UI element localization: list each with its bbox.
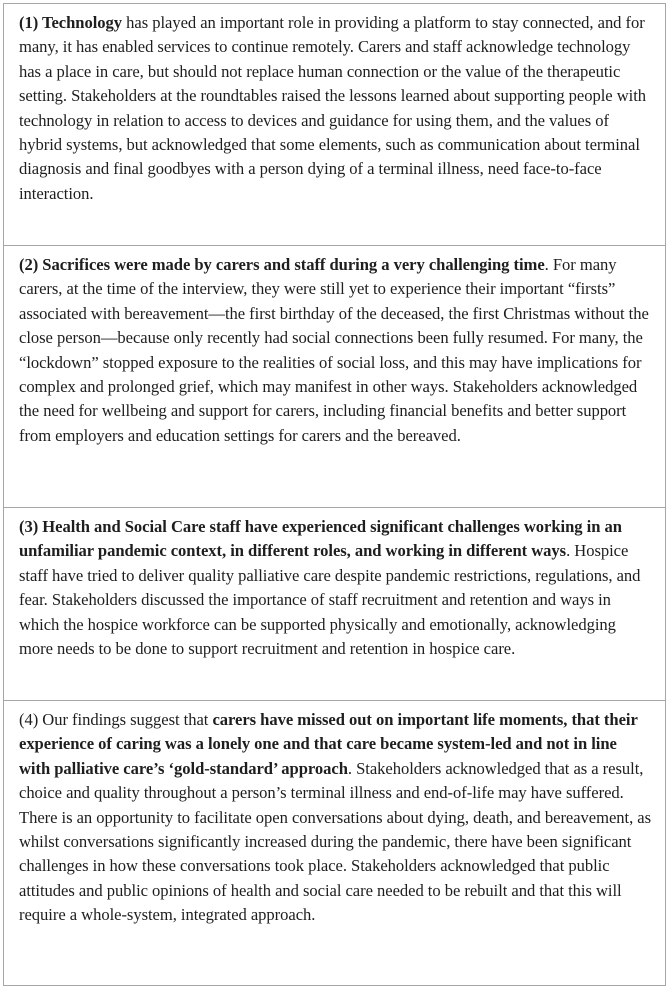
finding-heading: (2) Sacrifices were made by carers and staff during a very challenging time: [19, 255, 545, 274]
finding-heading: carers have missed out on important life moments, that their experience of caring was a lonely one and that care became system-led and not in line with palliative care’s ‘gold-standard’ approach: [19, 710, 638, 778]
finding-body: . Hospice staff have tried to deliver quality palliative care despite pandemic restrictions, regulations, and fear. Stakeholders discussed the importance of staff recruitment and retention and ways in which the hospice workforce can be supported physically and emotionally, acknowledging more needs to be done to support recruitment and retention in hospice care.: [19, 541, 641, 659]
finding-heading: (3) Health and Social Care staff have experienced significant challenges working in an unfamiliar pandemic context, in different roles, and working in different ways: [19, 517, 622, 561]
findings-table: [3, 3, 666, 986]
finding-body: . For many carers, at the time of the interview, they were still yet to experience their important “firsts” associated with bereavement—the first birthday of the deceased, the first Christmas without the close person—because only recently had social connections been fully resumed. For many, the “lockdown” stopped exposure to the realities of social loss, and this may have implications for complex and prolonged grief, which may manifest in other ways. Stakeholders acknowledged the need for wellbeing and support for carers, including financial benefits and better support from employers and education settings for carers and the bereaved.: [19, 255, 649, 445]
finding-body: . Stakeholders acknowledged that as a result, choice and quality throughout a person’s terminal illness and end-of-life may have suffered. There is an opportunity to facilitate open conversations about dying, death, and bereavement, as whilst conversations significantly increased during the pandemic, there have been significant challenges in how these conversations took place. Stakeholders acknowledged that public attitudes and public opinions of health and social care needed to be rebuilt and that this will require a whole-system, integrated approach.: [19, 758, 652, 925]
finding-cell-staff-challenges: [4, 507, 665, 700]
finding-cell-sacrifices: [4, 245, 665, 507]
finding-body: has played an important role in providing a platform to stay connected, and for many, it has enabled services to continue remotely. Carers and staff acknowledge technology has a place in care, but should not replace human connection or the value of the therapeutic setting. Stakeholders at the roundtables raised the lessons learned about supporting people with technology in relation to access to devices and guidance for using them, and the values of hybrid systems, but acknowledged that some elements, such as communication about terminal diagnosis and final goodbyes with a person dying of a terminal illness, need face-to-face interaction.: [19, 13, 647, 203]
finding-intro: (4) Our findings suggest that: [19, 710, 213, 729]
finding-cell-technology: [4, 4, 665, 245]
finding-cell-carers-missed-out: [4, 700, 665, 985]
finding-heading: (1) Technology: [19, 13, 123, 32]
